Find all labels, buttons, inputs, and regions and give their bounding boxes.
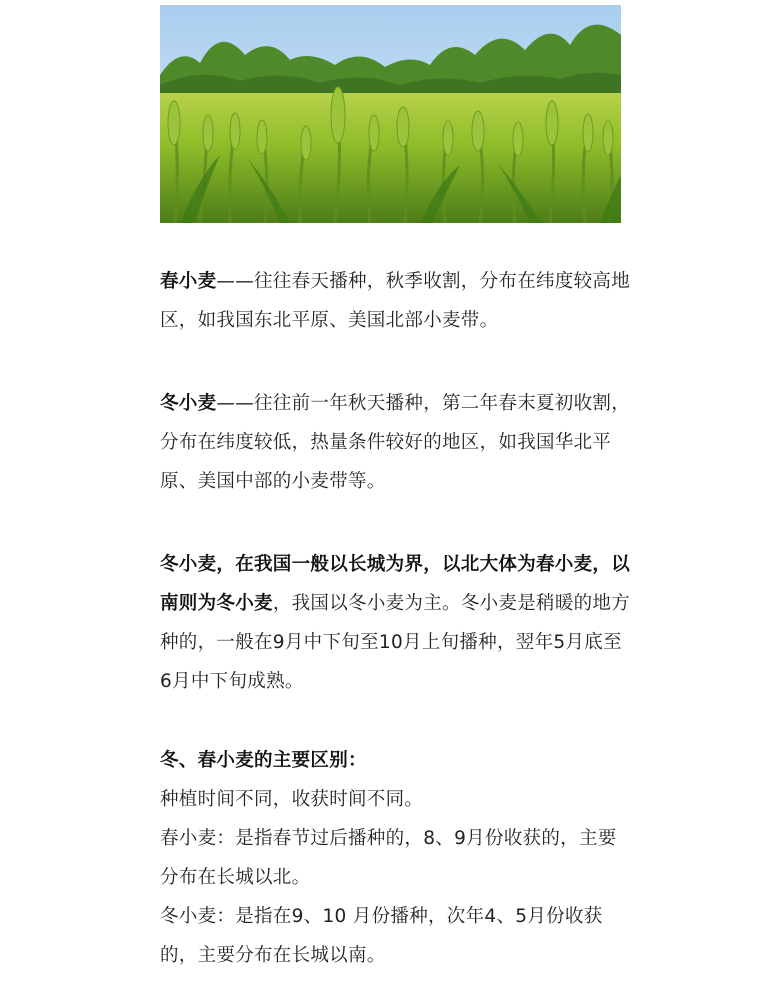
- paragraph-great-wall-boundary: [160, 545, 630, 701]
- wheat-field-image: [160, 5, 621, 223]
- term-winter-wheat: 冬小麦: [160, 393, 217, 414]
- paragraph-winter-wheat: [160, 384, 630, 501]
- wheat-field-illustration: [160, 5, 621, 223]
- differences-heading: 冬、春小麦的主要区别：: [160, 750, 367, 771]
- difference-item: 冬小麦：是指在9、10 月份播种，次年4、5月份收获的，主要分布在长城以南。: [160, 906, 603, 966]
- term-spring-wheat: 春小麦: [160, 271, 217, 292]
- paragraph-text: ——往往春天播种，秋季收割，分布在纬度较高地区，如我国东北平原、美国北部小麦带。: [160, 271, 631, 331]
- article-body: [160, 262, 630, 975]
- paragraph-text: ，我国以冬小麦为主。冬小麦是稍暖的地方种的，一般在9月中下旬至10月上旬播种，翌年5月底至6月中下旬成熟。: [160, 593, 631, 692]
- paragraph-spring-wheat: [160, 262, 630, 340]
- difference-item: 种植时间不同，收获时间不同。: [160, 789, 424, 810]
- difference-item: 春小麦：是指春节过后播种的，8、9月份收获的，主要分布在长城以北。: [160, 828, 617, 888]
- paragraph-text: ——往往前一年秋天播种，第二年春末夏初收割，分布在纬度较低，热量条件较好的地区，如我国华北平原、美国中部的小麦带等。: [160, 393, 631, 492]
- highlight-boundary: 冬小麦，在我国一般以长城为界，以北大体为春小麦，以南则为冬小麦: [160, 554, 631, 614]
